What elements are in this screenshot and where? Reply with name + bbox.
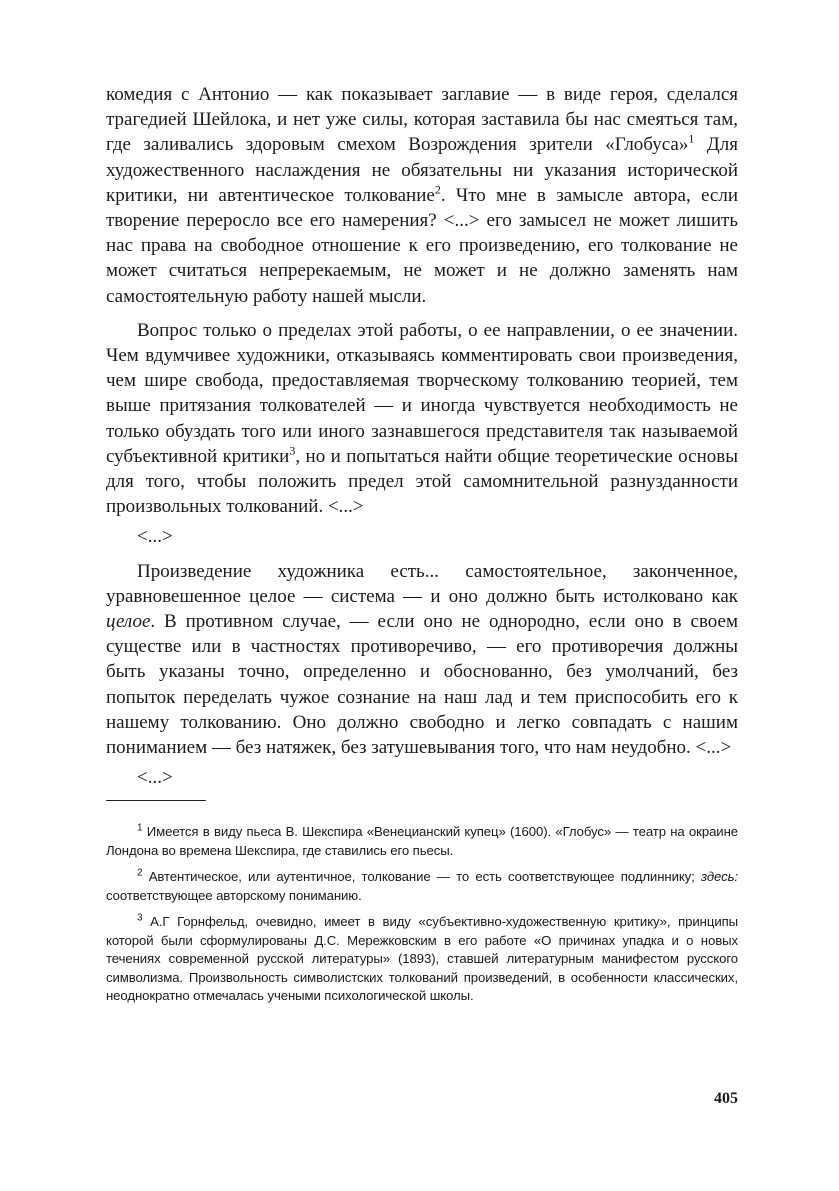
footnote-2 (106, 868, 738, 905)
paragraph-3-emphasis: целое (106, 611, 151, 633)
paragraph-1-text-a: комедия с Антонио — как показывает заглавие — в виде героя, сделался трагедией Шейлока, и нет уже силы, которая заставила бы нас смеяться там, где заливались здоровым смехом Возрождения зрители «Глобуса» (106, 84, 738, 156)
footnote-2-number: 2 (137, 868, 143, 880)
footnote-3-number: 3 (137, 913, 143, 925)
footnote-ref-1: 1 (688, 132, 695, 147)
footnote-divider (106, 800, 206, 801)
ellipsis-2: <...> (137, 767, 173, 789)
footnote-ref-3: 3 (289, 443, 296, 458)
footnote-2-text-b: соответствующее авторскому пониманию. (106, 887, 362, 903)
ellipsis-1: <...> (137, 526, 173, 548)
footnote-1 (106, 823, 738, 860)
footnote-2-emphasis: здесь: (700, 869, 738, 885)
footnotes (106, 823, 738, 1006)
paragraph-1 (106, 82, 738, 309)
paragraph-3-text-b: . В противном случае, — если оно не однородно, если оно в своем существе или в частностях противоречиво, — его противоречия должны быть указаны точно, определенно и обоснованно, без умолчаний, без попыток переделать чужое сознание на наш лад и тем приспособить его к нашему толкованию. Оно должно свободно и легко совпадать с нашим пониманием — без натяжек, без затушевывания того, что нам неудобно. <...> (106, 611, 738, 759)
paragraph-1-text-b: Для художественного наслаждения не обязательны ни указания исторической критики, ни автентическое толкование (106, 134, 738, 206)
paragraph-1-text-c: . Что мне в замысле автора, если творение переросло все его намерения? <...> его замысел не может лишить нас права на свободное отношение к его произведению, его толкование не может считаться непререкаемым, не может и не должно заменять нам самостоятельную работу нашей мысли. (106, 184, 738, 307)
paragraph-3 (106, 559, 738, 761)
footnote-2-text-a: Автентическое, или аутентичное, толкование — то есть соответствующее подлиннику; (142, 869, 701, 885)
paragraph-2-text-a: Вопрос только о пределах этой работы, о ее направлении, о ее значении. Чем вдумчивее художники, отказываясь комментировать свои произведения, чем шире свобода, предоставляемая творческому толкованию теорией, тем выше притязания толкователей — и иногда чувствуется необходимость не только обуздать того или иного зазнавшегося представителя так называемой субъективной критики (106, 319, 738, 467)
footnote-1-text: Имеется в виду пьеса В. Шекспира «Венецианский купец» (1600). «Глобус» — театр на окраине Лондона во времена Шекспира, где ставились его пьесы. (106, 824, 738, 858)
footnote-ref-2: 2 (434, 182, 441, 197)
main-text (106, 82, 738, 790)
page-number: 405 (714, 1090, 738, 1107)
footnote-3 (106, 913, 738, 1006)
footnote-3-text: А.Г Горнфельд, очевидно, имеет в виду «субъективно-художественную критику», принципы которой были сформулированы Д.С. Мережковским в его работе «О причинах упадка и о новых течениях современной русской литературы» (1893), ставшей литературным манифестом русского символизма. Произвольность символистских толкований произведений, в особенности классических, неоднократно отмечалась учеными психологической школы. (106, 914, 738, 1004)
footnote-1-number: 1 (137, 823, 143, 835)
paragraph-2-text-b: , но и попытаться найти общие теоретические основы для того, чтобы положить предел этой самомнительной разнузданности произвольных толкований. <...> (106, 445, 738, 518)
paragraph-3-text-a: Произведение художника есть... самостоятельное, законченное, уравновешенное целое — система — и оно должно быть истолковано как (106, 560, 738, 607)
paragraph-2 (106, 318, 738, 520)
page (106, 82, 738, 1014)
